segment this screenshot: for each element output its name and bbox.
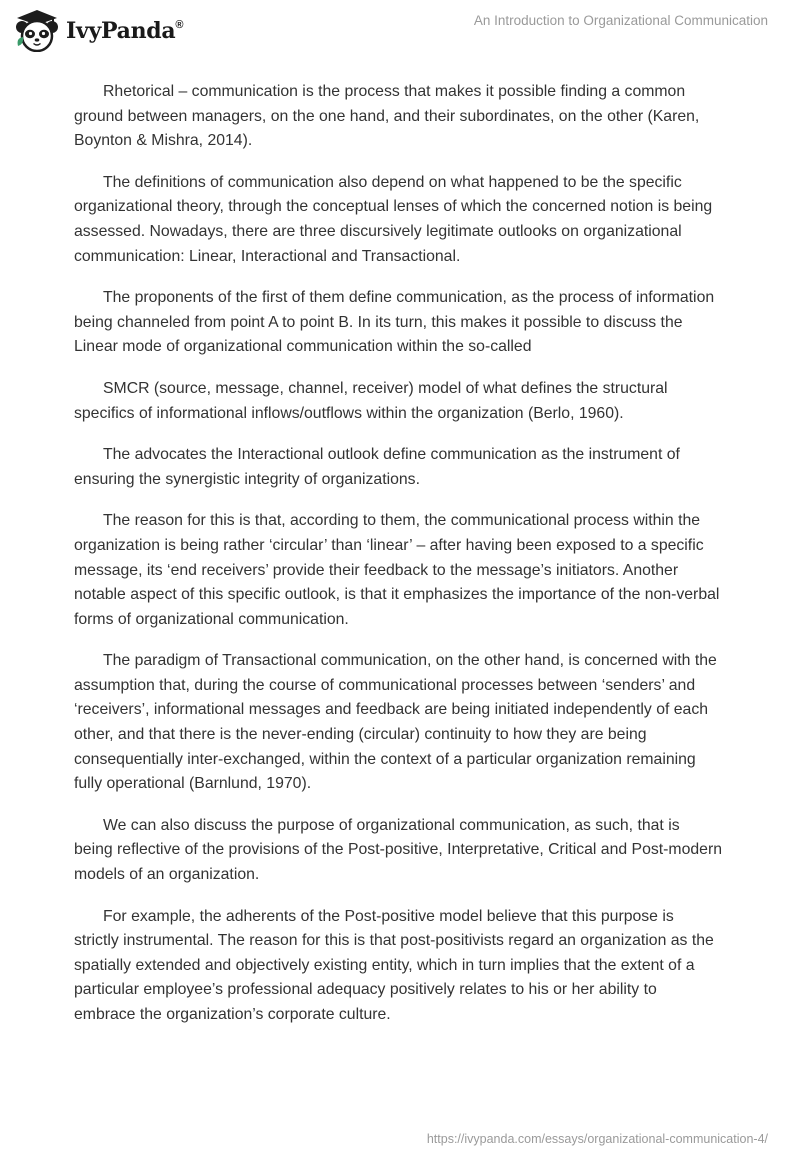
paragraph: The advocates the Interactional outlook define communication as the instrument of ensuring the synergistic integrity of organizations.	[74, 446, 680, 488]
panda-logo-icon	[14, 8, 60, 52]
paragraph: For example, the adherents of the Post-positive model believe that this purpose is strictly instrumental. The reason for this is that post-positivists regard an organization as the spatially extended and objectively existing entity, which in turn implies that the extent of a particular employee’s professional adequacy positively relates to his or her ability to embrace the organization’s corporate culture.	[74, 907, 714, 1023]
brand-name: IvyPanda®	[66, 18, 184, 44]
source-url[interactable]: https://ivypanda.com/essays/organizational-communication-4/	[426, 1132, 768, 1146]
paragraph: SMCR (source, message, channel, receiver) model of what defines the structural specifics of informational inflows/outflows within the organization (Berlo, 1960).	[74, 379, 668, 422]
paragraph: The proponents of the first of them define communication, as the process of information being channeled from point A to point B. In its turn, this makes it possible to discuss the Linear mode of organizational communication within the so-called	[74, 289, 715, 356]
paragraph: Rhetorical – communication is the process that makes it possible finding a common ground between managers, on the one hand, and their subordinates, on the other (Karen, Boynton & Mishra, 2014).	[74, 83, 700, 150]
document-title: An Introduction to Organizational Communication	[473, 13, 768, 28]
brand-logo[interactable]	[14, 8, 183, 52]
page-header	[0, 0, 800, 60]
registered-mark: ®	[175, 18, 184, 31]
essay-body	[74, 80, 722, 1045]
paragraph: The definitions of communication also depend on what happened to be the specific organizational theory, through the conceptual lenses of which the concerned notion is being assessed. Nowadays, there are three discursively legitimate outlooks on organizational communication: Linear, Interactional and Transactional.	[74, 173, 713, 265]
paragraph: The paradigm of Transactional communication, on the other hand, is concerned with the assumption that, during the course of communicational processes between ‘senders’ and ‘receivers’, informational messages and feedback are being initiated independently of each other, and that there is the never-ending (circular) continuity to how they are being consequentially inter-exchanged, within the context of a particular organization remaining fully operational (Barnlund, 1970).	[74, 652, 717, 793]
paragraph: The reason for this is that, according to them, the communicational process within the organization is being rather ‘circular’ than ‘linear’ – after having been exposed to a specific message, its ‘end receivers’ provide their feedback to the message’s initiators. Another notable aspect of this specific outlook, is that it emphasizes the importance of the non-verbal forms of organizational communication.	[74, 512, 720, 628]
paragraph: We can also discuss the purpose of organizational communication, as such, that is being reflective of the provisions of the Post-positive, Interpretative, Critical and Post-modern models of an organization.	[74, 816, 722, 884]
